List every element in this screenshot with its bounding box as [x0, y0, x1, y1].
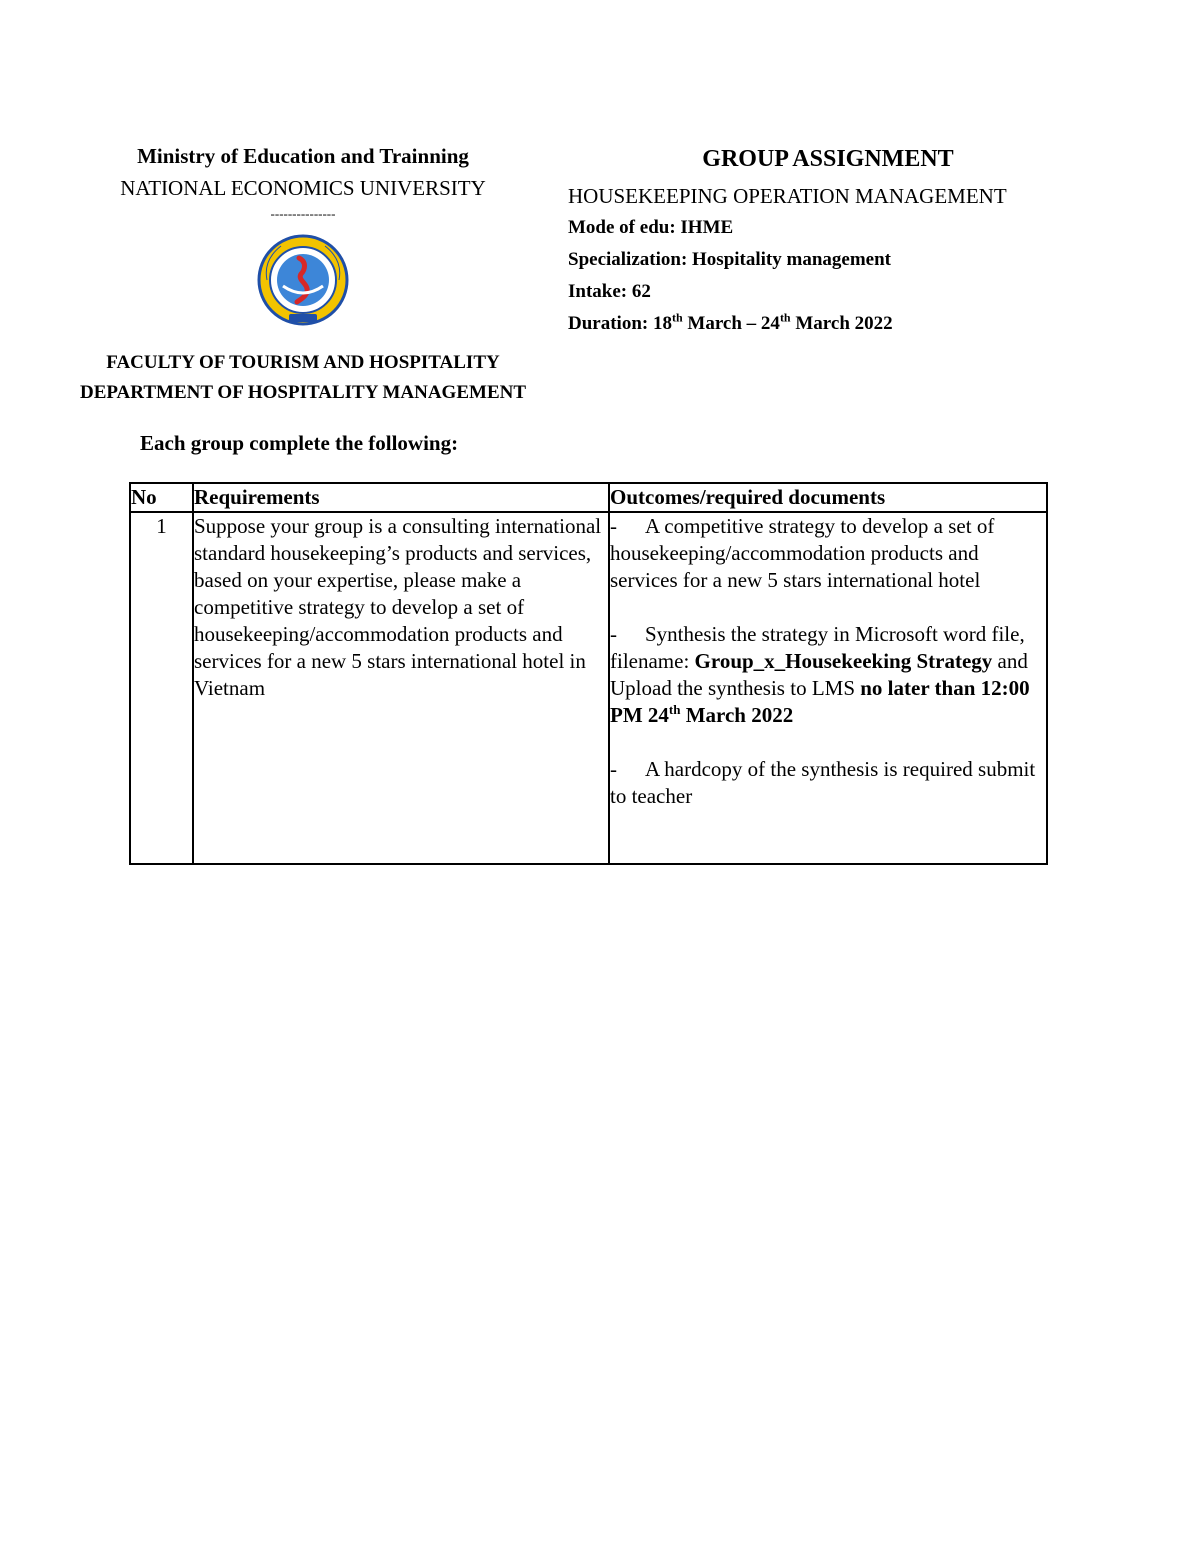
university-name: NATIONAL ECONOMICS UNIVERSITY [120, 176, 486, 200]
faculty-name: FACULTY OF TOURISM AND HOSPITALITY [106, 352, 500, 373]
header-outcomes: Outcomes/required documents [609, 483, 1047, 512]
right-header [568, 142, 1168, 340]
outcomes-cell [609, 512, 1047, 864]
header-no: No [130, 483, 193, 512]
outcome-item: - A hardcopy of the synthesis is required submit to teacher [610, 757, 1036, 808]
specialization: Specialization: Hospitality management [568, 249, 891, 270]
duration: Duration: 18th March – 24th March 2022 [568, 310, 893, 334]
requirement-text: Suppose your group is a consulting international standard housekeeping’s products and services, based on your expertise, please make a competitive strategy to develop a set of housekeeping/accommodation products and services for a new 5 stars international hotel in Vietnam [193, 512, 609, 864]
intake: Intake: 62 [568, 281, 651, 302]
department-name: DEPARTMENT OF HOSPITALITY MANAGEMENT [79, 382, 527, 403]
filename: Group_x_Housekeeking Strategy [694, 649, 993, 673]
ministry-name: Ministry of Education and Trainning [137, 144, 469, 168]
outcome-item: - A competitive strategy to develop a set of housekeeping/accommodation products and services for a new 5 stars international hotel [610, 514, 995, 592]
requirements-table [129, 482, 1048, 865]
row-number: 1 [130, 512, 193, 864]
header-requirements: Requirements [193, 483, 609, 512]
faculty-block [40, 348, 566, 408]
header-separator: --------------- [270, 206, 336, 221]
course-name: HOUSEKEEPING OPERATION MANAGEMENT [568, 184, 1007, 208]
outcome-item: - Synthesis the strategy in Microsoft word file, filename: Group_x_Housekeeking Strategy and Upload the synthesis to LMS no later than 12:00 PM 24th March 2022 [610, 622, 1030, 727]
deadline: no later than 12:00 PM 24th March 2022 [610, 676, 1030, 727]
mode-of-edu: Mode of edu: IHME [568, 217, 734, 238]
assignment-title: GROUP ASSIGNMENT [702, 146, 954, 172]
intro-text: Each group complete the following: [140, 431, 459, 455]
left-header [40, 140, 566, 330]
table-header-row [130, 483, 1047, 512]
university-logo [253, 230, 353, 330]
table-row [130, 512, 1047, 864]
